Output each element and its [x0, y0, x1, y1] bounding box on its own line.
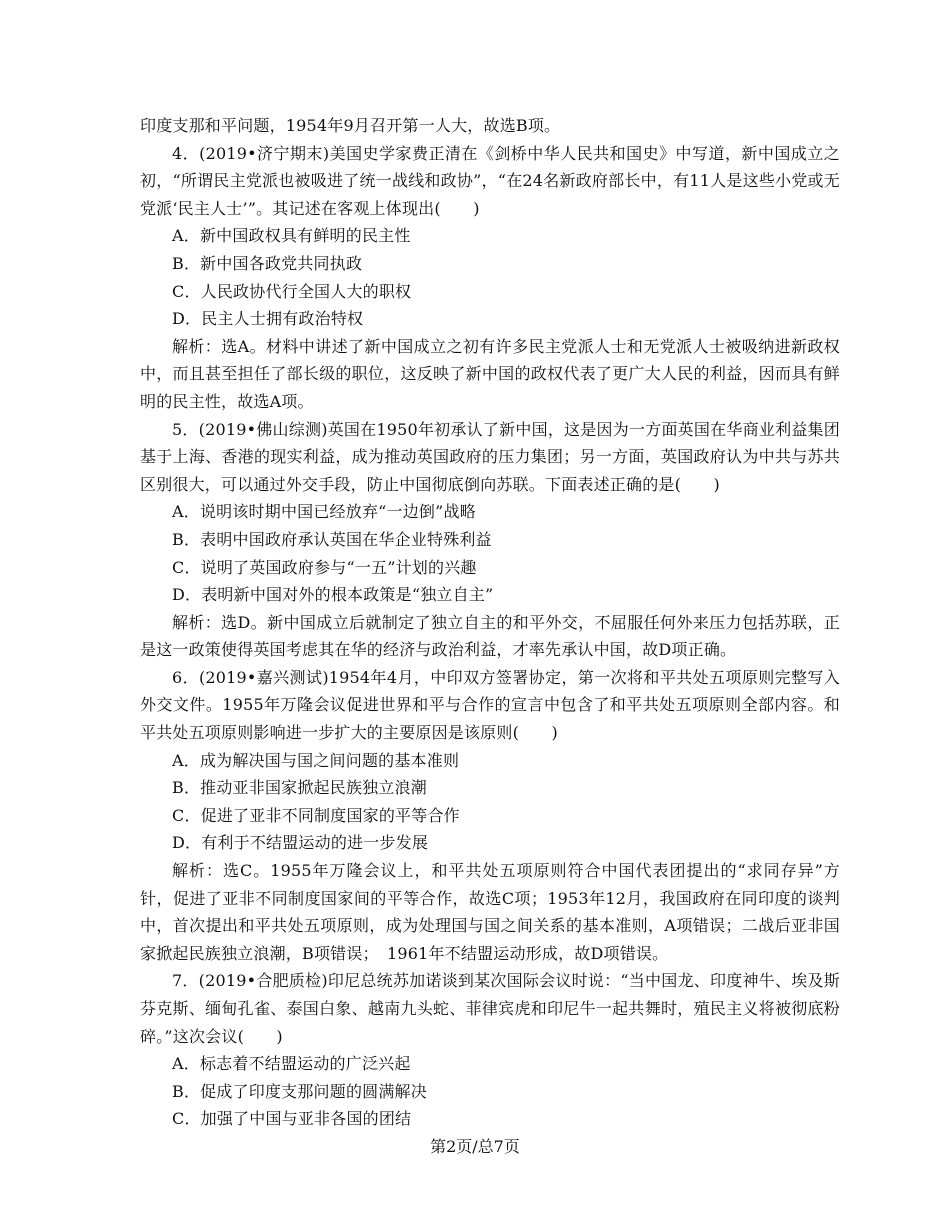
- analysis-text: 解析：选D。新中国成立后就制定了独立自主的和平外交，不屈服任何外来压力包括苏联，正是这一政策使得英国考虑其在华的经济与政治利益，才率先承认中国，故D项正确。: [140, 612, 840, 660]
- question-stem: 5．(2019•佛山综测)英国在1950年初承认了新中国，这是因为一方面英国在华商业利益集团基于上海、香港的现实利益，成为推动英国政府的压力集团；另一方面，英国政府认为中共与苏共区别很大，可以通过外交手段，防止中国彻底倒向苏联。下面表述正确的是( ): [140, 419, 840, 494]
- option-b: B．表明中国政府承认英国在华企业特殊利益: [172, 529, 492, 549]
- question-stem: 4．(2019•济宁期末)美国史学家费正清在《剑桥中华人民共和国史》中写道，新中国成立之初，“所谓民主党派也被吸进了统一战线和政协”，“在24名新政府部长中，有11人是这些小党或无党派‘民主人士’”。其记述在客观上体现出( ): [140, 143, 840, 218]
- question-7: [140, 967, 840, 1133]
- option-d: D．民主人士拥有政治特权: [172, 309, 364, 329]
- question-4: [140, 140, 840, 416]
- option-a: A．说明该时期中国已经放弃“一边倒”战略: [172, 502, 476, 522]
- option-b: B．新中国各政党共同执政: [172, 253, 363, 273]
- option-a: A．标志着不结盟运动的广泛兴起: [172, 1054, 411, 1074]
- option-c: C．说明了英国政府参与“一五”计划的兴趣: [172, 557, 477, 577]
- option-b: B．促成了印度支那问题的圆满解决: [172, 1081, 427, 1101]
- analysis-text: 解析：选C。1955年万隆会议上，和平共处五项原则符合中国代表团提出的“求同存异”方针，促进了亚非不同制度国家间的平等合作，故选C项；1953年12月，我国政府在同印度的谈判中，首次提出和平共处五项原则，成为处理国与国之间关系的基本准则，A项错误；二战后亚非国家掀起民族独立浪潮，B项错误； 1961年不结盟运动形成，故D项错误。: [140, 861, 840, 963]
- option-d: D．有利于不结盟运动的进一步发展: [172, 833, 429, 853]
- option-a: A．成为解决国与国之间问题的基本准则: [172, 750, 460, 770]
- question-5: [140, 416, 840, 664]
- option-b: B．推动亚非国家掀起民族独立浪潮: [172, 778, 427, 798]
- option-c: C．加强了中国与亚非各国的团结: [172, 1109, 412, 1129]
- question-6: [140, 664, 840, 968]
- page-number-footer: 第2页/总7页: [430, 1137, 520, 1156]
- page-body: [140, 112, 840, 1133]
- option-d: D．表明新中国对外的根本政策是“独立自主”: [172, 585, 494, 605]
- option-c: C．促进了亚非不同制度国家的平等合作: [172, 805, 460, 825]
- lead-text: 印度支那和平问题，1954年9月召开第一人大，故选B项。: [140, 116, 561, 135]
- option-a: A．新中国政权具有鲜明的民主性: [172, 226, 411, 246]
- question-stem: 7．(2019•合肥质检)印尼总统苏加诺谈到某次国际会议时说：“当中国龙、印度神牛、埃及斯芬克斯、缅甸孔雀、泰国白象、越南九头蛇、菲律宾虎和印尼牛一起共舞时，殖民主义将被彻底粉碎。”这次会议( ): [140, 971, 840, 1046]
- analysis-text: 解析：选A。材料中讲述了新中国成立之初有许多民主党派人士和无党派人士被吸纳进新政权中，而且甚至担任了部长级的职位，这反映了新中国的政权代表了更广大人民的利益，因而具有鲜明的民主性，故选A项。: [140, 336, 840, 411]
- question-stem: 6．(2019•嘉兴测试)1954年4月，中印双方签署协定，第一次将和平共处五项原则完整写入外交文件。1955年万隆会议促进世界和平与合作的宣言中包含了和平共处五项原则全部内容。和平共处五项原则影响进一步扩大的主要原因是该原则( ): [140, 667, 840, 743]
- option-c: C．人民政协代行全国人大的职权: [172, 281, 412, 301]
